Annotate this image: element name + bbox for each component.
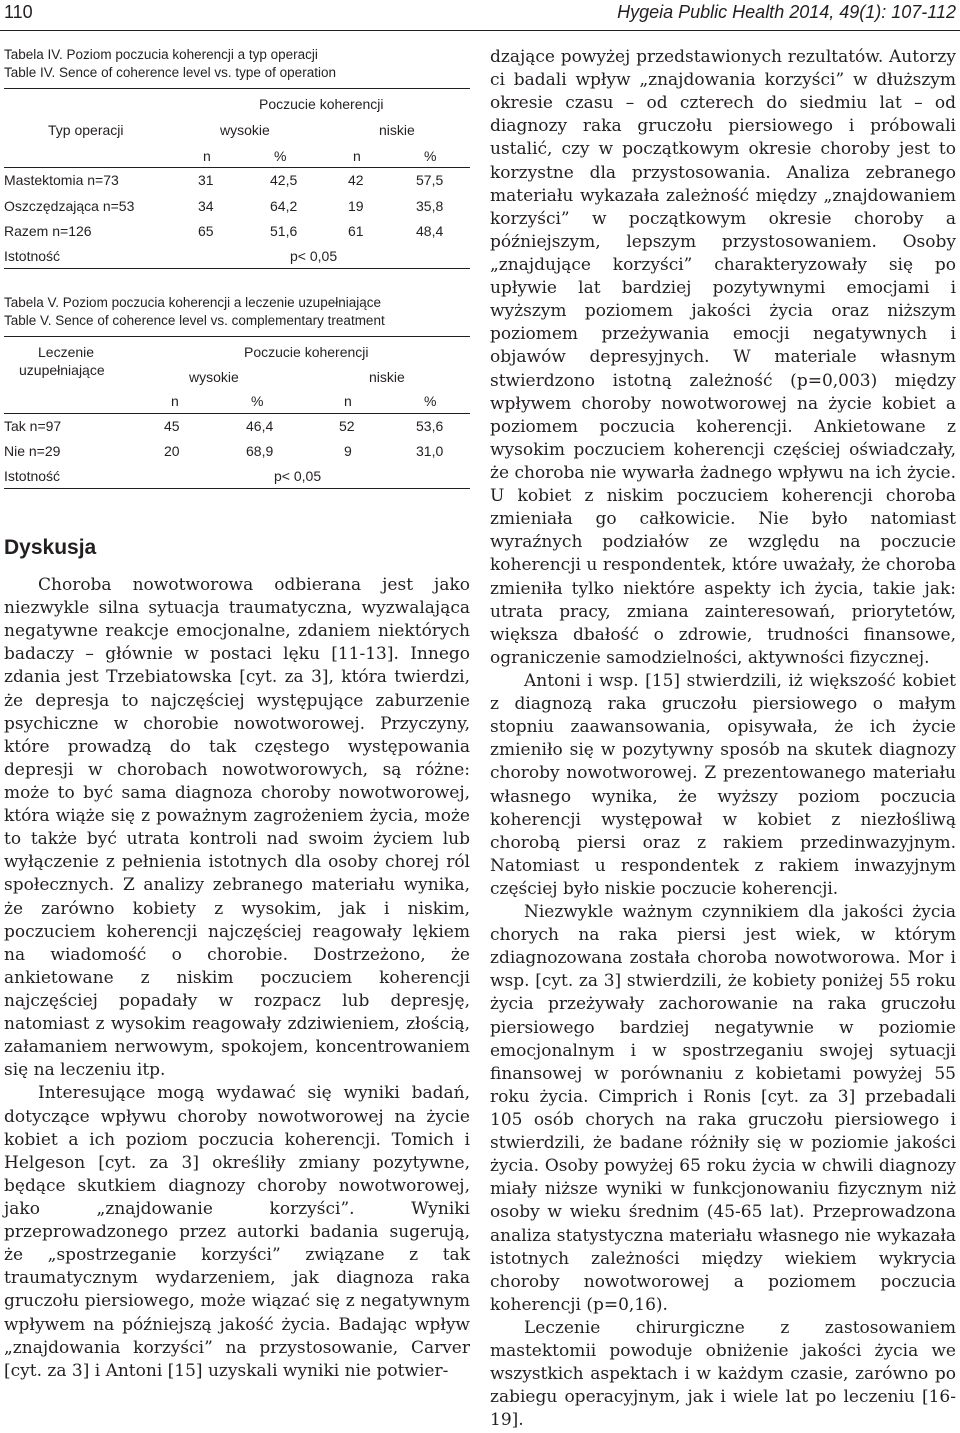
paragraph: Choroba nowotworowa odbierana jest jako niezwykle silna sytuacja traumatyczna, wyzwalająca negatywne reakcje emocjonalne, zdaniem niektórych badaczy – głównie w postaci lęku [11-13]. Innego zdania jest Trzebiatowska [cyt. za 3], która twierdzi, że depresja to najczęściej występujące zaburzenie psychiczne w chorobie nowotworowej. Przyczyny, które prowadzą do tak częstego występowania depresji w chorobach nowotworowych, są różne: może to być sama diagnoza choroby nowotworowej, która wiąże się z poważnym zagrożeniem życia, może to także być utrata kontroli nad swoim życiem lub wyłączenie z pełnienia istotnych dla osoby chorej ról społecznych. Z analizy zebranego materiału wynika, że zarówno kobiety z wysokim, jak i niskim, poczuciem koherencji najczęściej reagowały lękiem na wiadomość o chorobie. Dostrzeżono, że ankietowane z niskim poczuciem koherencji najczęściej popadały w rozpacz lub depresję, natomiast z wysokim reagowały zdziwieniem, złością, załamaniem nerwowym, spokojem, koncentrowaniem się na leczeniu itp. [4, 575, 470, 1081]
table4-sub-low: niskie [379, 122, 415, 138]
table5-cell: 46,4 [246, 418, 274, 434]
page-number: 110 [4, 2, 33, 22]
table4-cell: 51,6 [270, 223, 298, 239]
table5-row-label: Nie n=29 [4, 443, 61, 459]
table5-cell: 53,6 [416, 418, 444, 434]
table5-group-header: Poczucie koherencji [244, 344, 369, 360]
paragraph: Antoni i wsp. [15] stwierdzili, iż większość kobiet z diagnozą raka gruczołu piersiowego o małym stopniu zaawansowania, opisywała, że ich życie zmieniło się w pozytywny sposób na skutek diagnozy choroby nowotworowej. Z prezentowanego materiału własnego wynika, że wyższy poziom poczucia koherencji występował w kobiet z niezłośliwą chorobą piersi oraz z rakiem przedinwazyjnym. Natomiast u respondentek z rakiem inwazyjnym częściej było niskie poczucie koherencji. [490, 670, 956, 899]
table4-col-n1: n [203, 148, 211, 164]
table4-row-label: Razem n=126 [4, 223, 92, 239]
table4-caption-en: Table IV. Sence of coherence level vs. type of operation [4, 64, 336, 80]
table5-row-header-2: uzupełniające [19, 362, 105, 378]
paragraph: Interesujące mogą wydawać się wyniki badań, dotyczące wpływu choroby nowotworowej na życie kobiet a ich poziom poczucia koherencji. Tomich i Helgeson [cyt. za 3] określiły zmiany pozytywne, będące skutkiem diagnozy choroby nowotworowej, jako „znajdowanie korzyści”. Wyniki przeprowadzonego przez autorki badania sugerują, że „spostrzeganie korzyści” związane z tak traumatycznym wydarzeniem, jak diagnoza raka gruczołu piersiowego, może wiązać się z negatywnym wpływem na późniejszą jakość życia. Badając wpływ „znajdowania korzyści” na przystosowanie, Carver [cyt. za 3] i Antoni [15] uzyskali wyniki nie potwier- [4, 1083, 470, 1381]
table5 [4, 336, 470, 488]
paragraph: Niezwykle ważnym czynnikiem dla jakości życia chorych na raka piersi jest wiek, w którym zdiagnozowana została choroba nowotworowa. Mor i wsp. [cyt. za 3] stwierdzili, że kobiety poniżej 55 roku życia przeżywały zachorowanie na raka gruczołu piersiowego bardziej negatywnie w poziomie emocjonalnym i w spostrzeganiu swojej sytuacji finansowej w porównaniu z kobietami powyżej 55 roku życia. Cimprich i Ronis [cyt. za 3] przebadali 105 osób chorych na raka gruczołu piersiowego i stwierdzili, że badane różniły się w poziomie jakości życia. Osoby powyżej 65 roku życia w chwili diagnozy miały niższe wyniki w funkcjonowaniu fizycznym niż osoby w wieku średnim (45-65 lat). Przeprowadzona analiza statystyczna materiału własnego nie wykazała istotnych zależności między wiekiem wykrycia choroby nowotworowej a poziomem poczucia koherencji (p=0,16). [490, 902, 956, 1315]
table5-sig-label: Istotność [4, 468, 61, 484]
table4-caption-pl: Tabela IV. Poziom poczucia koherencji a typ operacji [4, 47, 318, 62]
journal-citation: Hygeia Public Health 2014, 49(1): 107-112 [617, 2, 956, 22]
table4-col-n2: n [353, 148, 361, 164]
table5-col-n1: n [171, 393, 179, 409]
table4-cell: 64,2 [270, 198, 298, 214]
section-heading: Dyskusja [4, 536, 97, 559]
table5-sig-value: p< 0,05 [274, 468, 322, 484]
table4-cell: 19 [348, 198, 364, 214]
table5-row-header-1: Leczenie [38, 344, 95, 360]
table4-col-pct1: % [274, 148, 287, 164]
table5-cell: 52 [339, 418, 355, 434]
table4-row-label: Oszczędzająca n=53 [4, 198, 135, 214]
table5-cell: 20 [164, 443, 180, 459]
paragraph: dzające powyżej przedstawionych rezultatów. Autorzy ci badali wpływ „znajdowania korzyści” w dłuższym okresie czasu – od czterech do siedmiu lat – od diagnozy raka gruczołu piersiowego i próbowali ustalić, czy w początkowym okresie choroby jest to korzystne dla przystosowania. Analiza zebranego materiału wykazała zależność między „znajdowaniem korzyści” w początkowym okresie choroby a późniejszym, lepszym przystosowaniem. Osoby „znajdujące korzyści” charakteryzowały się po upływie lat bardziej pozytywnymi emocjami i wyższym poziomem jakości życia oraz niższym poziomem przeżywania emocji negatywnych i objawów depresyjnych. W materiale własnym stwierdzono istotną zależność (p=0,003) między wpływem choroby nowotworowej na życie kobiet a poziomem poczucia koherencji. Ankietowane z wysokim poczuciem koherencji częściej oświadczały, że choroba nie wywarła żadnego wpływu na ich życie. U kobiet z niskim poczuciem koherencji choroba zmieniała go całkowicie. Nie było natomiast wyraźnych podziałów ze względu na poczucie koherencji u respondentek, które uważały, że choroba zmieniła tylko niektóre aspekty ich życia, takie jak: utrata pracy, zmiana zainteresowań, priorytetów, większa dbałość o zdrowie, trudności finansowe, ograniczenie samodzielności, aktywności fizycznej. [490, 47, 956, 668]
table4-cell: 31 [198, 172, 214, 188]
table4-col-pct2: % [424, 148, 437, 164]
table4-cell: 61 [348, 223, 364, 239]
table4-sig-value: p< 0,05 [290, 248, 338, 264]
table4-cell: 57,5 [416, 172, 444, 188]
table4-cell: 42 [348, 172, 364, 188]
running-header [0, 0, 960, 31]
table4-cell: 48,4 [416, 223, 444, 239]
table4 [4, 88, 470, 268]
table5-sub-high: wysokie [189, 369, 239, 385]
table5-caption-pl: Tabela V. Poziom poczucia koherencji a leczenie uzupełniające [4, 295, 381, 310]
table5-cell: 45 [164, 418, 180, 434]
table4-cell: 65 [198, 223, 214, 239]
table4-cell: 35,8 [416, 198, 444, 214]
table5-col-n2: n [344, 393, 352, 409]
left-column-text [4, 574, 470, 1383]
table5-col-pct1: % [251, 393, 264, 409]
right-column-text [490, 46, 956, 1433]
table5-cell: 31,0 [416, 443, 444, 459]
table4-cell: 34 [198, 198, 214, 214]
table4-row-header: Typ operacji [48, 122, 124, 138]
table4-caption [4, 46, 336, 81]
paragraph: Leczenie chirurgiczne z zastosowaniem mastektomii powoduje obniżenie jakości życia we wszystkich aspektach i w każdym czasie, zarówno po zabiegu operacyjnym, jak i wiele lat po leczeniu [16-19]. [490, 1318, 956, 1431]
table4-row-label: Mastektomia n=73 [4, 172, 119, 188]
table4-sig-label: Istotność [4, 248, 61, 264]
table4-sub-high: wysokie [220, 122, 270, 138]
table4-group-header: Poczucie koherencji [259, 96, 384, 112]
table4-cell: 42,5 [270, 172, 298, 188]
table5-cell: 68,9 [246, 443, 274, 459]
table5-caption-en: Table V. Sence of coherence level vs. complementary treatment [4, 312, 385, 328]
table5-caption [4, 294, 385, 329]
table5-col-pct2: % [424, 393, 437, 409]
table5-cell: 9 [344, 443, 352, 459]
table5-sub-low: niskie [369, 369, 405, 385]
table5-row-label: Tak n=97 [4, 418, 62, 434]
